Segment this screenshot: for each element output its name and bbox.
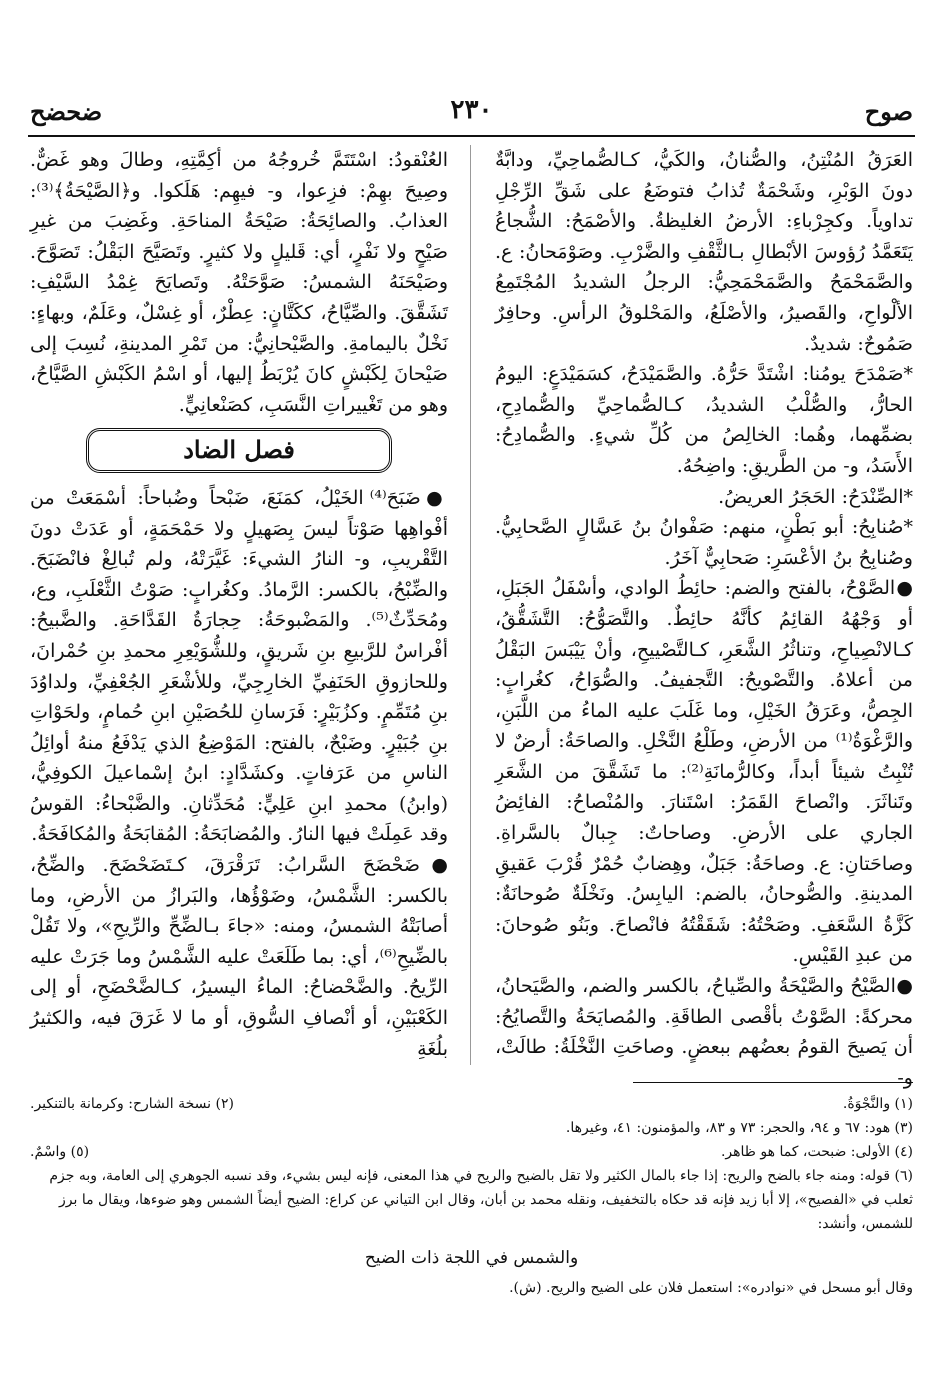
footnotes xyxy=(30,1092,913,1300)
column-divider xyxy=(470,145,471,1065)
footnote: (٦) قوله: ومنه جاء بالضح والريح: إذا جاء بالمال الكثير ولا تقل بالضيح والريح في هذا المعنى، فإنه ليس بشيء، وقد نسبه الجوهري إلى العامة، وبه جزم ثعلب في «الفصيح»، إلا أبا زيد فإنه قد حكاه بالتخفيف، ونقله محمد بن أبان، وقال ابن التياني عن كراع: الضيح أيضاً الشمس وهو ضوءها، ويقال ما برز للشمس، وأنشد: xyxy=(49,1168,913,1232)
footnote: (١) والنَّجْوَةُ. xyxy=(842,1096,913,1112)
header-rule xyxy=(28,135,915,137)
entry-paragraph: ●ضَبَحَ⁽⁴⁾ الخَيْلُ، كمَنَعَ، ضَبْحاً وضُباحاً: أسْمَعَتْ من أفْواهِها صَوْتاً ليسَ بِصَهيلٍ ولا حَمْحَمَةٍ، أو عَدَتْ دونَ التَّقْريبِ، و- النارُ الشيءَ: غَيَّرَتْهُ، ولم تُبالِغْ فانْضَبَحَ. والضِّبْحُ، بالكسر: الرَّمادُ. وكغُرابٍ: صَوْتُ الثَّعْلَبِ، وع، ومُحَدِّثٌ⁽⁵⁾. والمَضْبوحَةُ: حِجارَةُ القَدَّاحَةِ. والضَّبيحُ: أفْراسٌ للرَّبيعِ بنِ شَريقٍ، وللشُّوَيْعِرِ محمدِ بنِ حُمْرانَ، وللحازوقِ الحَنَفِيِّ الخارِجِيِّ، وللأشْعَرِ الجُعْفِيِّ، ولداوُدَ بنِ مُتَمِّمٍ. وكزُبَيْرٍ: فَرَسانِ للحُصَيْنِ ابنِ حُمامٍ، ولحَوْاتِ بنِ جُبَيْرٍ. وضَبْحٌ، بالفتح: المَوْضِعُ الذي يَدْفَعُ منهُ أوائِلُ الناسِ من عَرَفاتٍ. وكشَدَّادٍ: ابنُ إسْماعيلَ الكوفِيُّ، (وابنُ) محمدِ ابنِ عَلِيٍّ: مُحَدِّثانِ. والضَّبْحاءُ: القوسُ وقد عَمِلَتْ فيها النارُ. والمُضابَحَةُ: المُقابَحَةُ والمُكافَحَةُ. xyxy=(30,486,448,846)
left-column xyxy=(30,145,448,1064)
section-title: فصل الضاد xyxy=(86,428,392,473)
entry-paragraph: العُنْقودُ: اسْتَتَمَّ خُروجُهُ من أكِمَّتِهِ، وطالَ وهو غَضٌّ. وصِيحَ بهِمْ: فزِعوا، و- فيهِم: هَلَكوا. و﴿الصَّيْحَةُ﴾⁽³⁾: العذابُ. والصائِحَةُ: صَيْحَةُ المناحَةِ. وغَضِبَ من غيرِ صَيْحٍ ولا نَفْرٍ، أي: قَليلٍ ولا كثيرٍ. وتَصَيَّحَ البَقْلُ: تَصَوَّحَ. وصَيْحَنَهُ الشمسُ: صَوَّحَتْهُ. وتَصايَحَ غِمْدُ السَّيْفِ: تَشَقَّقَ. والصِّيَّاحُ، ككَتَّانٍ: عِطْرٌ، أو غِسْلٌ، وعَلَمٌ، وبهاءٍ: نَخْلٌ باليمامةِ. والصَّيْحانِيُّ: من تَمْرِ المدينةِ، نُسِبَ إلى صَيْحانَ لِكَبْشٍ كانَ يُرْبَطُ إليها، أو اسْمُ الكَبْشِ الصَّيَّاحُ، وهو من تَغْييراتِ النَّسَبِ، كصَنْعانِيٍّ. xyxy=(30,149,449,416)
footnote-rule xyxy=(633,1082,913,1083)
entry-paragraph: ●الصَّوْحُ، بالفتح والضم: حائِطُ الوادي، وأسْفَلُ الجَبَلِ، أو وَجْهُهُ القائِمُ كأنَّهُ حائِطٌ. والتَّصَوُّحُ: التَّشَقُّقُ، كـالانْصِياحِ، وتناثُرُ الشَّعَرِ، كـالتَّصْييحِ، وأنْ يَيْبَسَ البَقْلُ من أعلاهُ. والتَّصْويحُ: التَّجفيفُ. والصُّوَاحُ، كغُرابٍ: الجِصُّ، وعَرَقُ الخَيْلِ، وما غَلَبَ عليه الماءُ من اللَّبَنِ، والرَّغْوَةُ⁽¹⁾ من الأرضِ، وطَلْعُ النَّخْلِ. والصاحَةُ: أرضٌ لا تُنْبِتُ شيئاً أبداً، وكالرُّمانَةِ⁽²⁾: ما تَشَقَّقَ من الشَّعَرِ وتَناثَرَ. وانْصاحَ القَمَرُ: اسْتَنارَ. والمُنْصاحُ: الفائِضُ الجاري على الأرضِ. وصاحاتٌ: جِبالٌ بالسَّراةِ. وصاحَتانِ: ع. وصاحَةُ: جَبَلٌ، وهِضابٌ حُمْرٌ قُرْبَ عَقيقِ المدينةِ. والصُّوحانُ، بالضم: اليابِسُ. ونَخْلَةٌ صُوحانَةٌ: كَزَّةُ السَّعَفِ. وصَحْتُهُ: شَقَقْتُهُ فانْصاحَ. وبَنُو صُوحانَ: من عبدِ القَيْسِ. xyxy=(495,577,914,967)
header-last-entry: ضحضح xyxy=(30,97,103,126)
entry-paragraph: ●ضَحْضَحَ السَّرابُ: تَرَقْرَقَ، كـتَضَحْضَحَ. والضِّحُ، بالكسر: الشَّمْسُ، وضَوْؤُها، والبَرازُ من الأرضِ، وما أصابَتْهُ الشمسُ، ومنه: «جاءَ بـالضِّحِّ والرِّيحِ»، ولا تَقُلْ بالضِّيحِ⁽⁶⁾، أي: بما طَلَعَتْ عليه الشَّمْسُ وما جَرَتْ عليه الرِّيحُ. والضَّحْضاحُ: الماءُ اليسيرُ، كـالضَّحْضَحِ، أو إلى الكَعْبَيْنِ، أو أنْصافِ السُّوقِ، أو ما لا غَرَقَ فيه، والكثيرُ بلُغَةِ xyxy=(30,854,448,1060)
page-header xyxy=(30,95,913,135)
header-first-entry: صوح xyxy=(864,97,913,126)
entry-paragraph: *صُنابِحُ: أبو بَطْنٍ، منهم: صَفْوانُ بنُ عَسَّالٍ الصَّحابِيُّ. وصُنابِحُ بنُ الأعْسَرِ: صَحابِيٌّ آخَرُ. xyxy=(495,516,913,569)
footnote: (٣) هود: ٦٧ و ٩٤، والحجر: ٧٣ و ٨٣، والمؤمنون: ٤١، وغيرها. xyxy=(565,1120,913,1136)
footnote: (٢) نسخة الشارح: وكرمانة بالتنكير. xyxy=(30,1096,234,1112)
footnote: (٤) الأولى: ضبحت، كما هو ظاهر. xyxy=(720,1144,913,1160)
footnote: (٥) واسْمٌ. xyxy=(30,1144,90,1160)
footnote-row xyxy=(30,1140,913,1164)
right-column xyxy=(495,145,913,1093)
entry-paragraph: *صَمْدَحَ يومُنا: اشْتَدَّ حَرُّهُ. والصَّمَيْدَحُ، كسَمَيْدَعٍ: اليومُ الحارُّ، والصُّلْبُ الشديدُ، كـالصُّماحِيِّ والصُّمادِحِ، بضمِّهما، وهُما: الخالِصُ من كُلِّ شيءٍ. والصُّمادِحُ: الأَسَدُ، و- من الطَّريقِ: واضِحُهُ. xyxy=(495,363,913,477)
entry-paragraph: ●الصَّيْحُ والصَّيْحَةُ والصِّياحُ، بالكسر والضم، والصَّيَحانُ، محركةً: الصَّوْتُ بأقْصى الطاقَةِ. والمُصايَحَةُ والتَّصايُحُ: أن يَصيحَ القومُ بعضُهم ببعضٍ. وصاحَتِ النَّخْلَةُ: طالَتْ، و- xyxy=(495,975,913,1089)
entry-paragraph: *الصِّنْدَحُ: الحَجَرُ العريضُ. xyxy=(718,485,913,508)
poem-verse: والشمس في اللجة ذات الضيح xyxy=(364,1248,579,1268)
footnote: وقال أبو مسحل في «نوادره»: استعمل فلان على الضيح والريح. (ش). xyxy=(509,1280,913,1296)
entry-paragraph: العَرَقُ المُنْتِنُ، والصُّنانُ، والكَيُّ، كـالصُّماحِيِّ، ودابَّةٌ دونَ الوَبْرِ، وشَحْمَةٌ تُذابُ فتوضَعُ على شَقِّ الرِّجْلِ تداوياً. وكجِرْباءِ: الأرضُ الغليظةُ. والأصْمَحُ: الشُّجاعُ يَتَعَمَّدُ رُؤوسَ الأبْطالِ بـالثَّقْفِ والضَّرْبِ. وصَوْمَحانُ: ع. والصَّمَحْمَحُ والصَّمَحْمَحِيُّ: الرجلُ الشديدُ المُجْتَمِعُ الألْواحِ، والقَصيرُ، والأصْلَعُ، والمَحْلوقُ الرأسِ. وحافِرٌ صَمُوحٌ: شديدٌ. xyxy=(495,149,913,355)
page-number: ٢٣٠ xyxy=(450,95,493,125)
footnote-row xyxy=(30,1092,913,1116)
